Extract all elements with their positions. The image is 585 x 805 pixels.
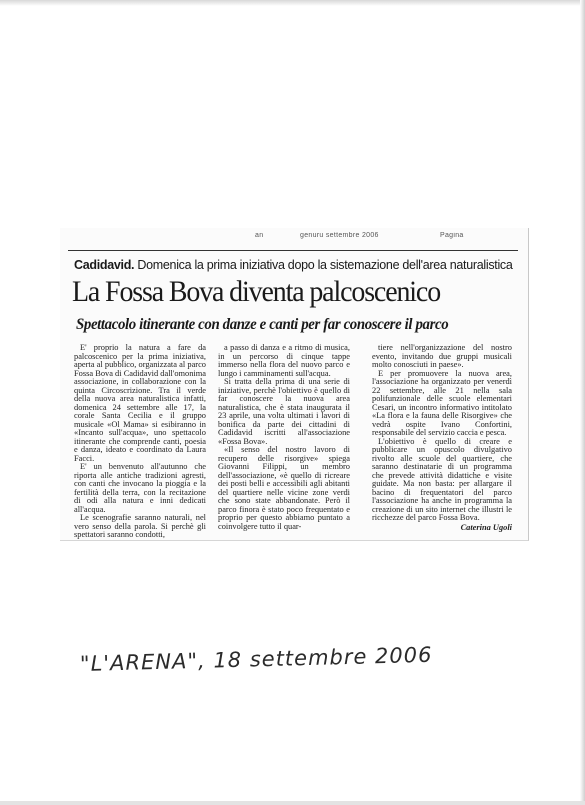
paragraph: E' proprio la natura a fare da palcoscenico per la prima iniziativa, aperta al pubblico, organizzata al parco Fossa Bova di Cadidavid dall'omonima associazione, in collaborazione con la quinta Circoscrizione. Tra il verde della nuova area naturalistica infatti, domenica 24 settembre alle 17, la corale Santa Cecilia e il gruppo musicale «Ol Mama» si esibiranno in «Incanto sull'acqua», uno spettacolo itinerante che comprende canti, poesia e danza, ideato e coordinato da Laura Facci. [74,343,206,463]
paragraph: Le scenografie saranno naturali, nel vero senso della parola. Si perchè gli spettatori saranno condotti, [74,513,206,539]
paragraph: tiere nell'organizzazione del nostro evento, invitando due gruppi musicali molto conosciuti in paese». [372,343,512,369]
article-column-3 [372,344,512,532]
scan-edge-bottom [0,801,585,805]
paragraph: L'obiettivo è quello di creare e pubblicare un opuscolo divulgativo rivolto alle scuole del quartiere, che saranno destinatarie di un programma che prevede attività didattiche e visite guidate. Ma non basta: per allargare il bacino di frequentatori del parco l'associazione ha anche in programma la creazione di un sito internet che illustri le ricchezze del parco Fossa Bova. [372,436,512,522]
paragraph: E' un benvenuto all'autunno che riporta alle antiche tradizioni agresti, con canti che invocano la pioggia e la fertilità della terra, con la recitazione di odi alla natura e inni dedicati all'acqua. [74,462,206,514]
article-kicker [74,258,513,272]
newspaper-clipping [60,228,529,541]
paragraph: Si tratta della prima di una serie di iniziative, perchè l'obiettivo è quello di far conoscere la nuova area naturalistica, che è stata inaugurata il 23 aprile, una volta ultimati i lavori di bonifica da parte dei cittadini di Cadidavid iscritti all'associazione «Fossa Bova». [218,377,350,446]
scan-edge-top [0,0,585,6]
author-signature: Caterina Ugoli [460,522,512,532]
handwritten-source-note: "L'ARENA", 18 settembre 2006 [79,642,433,676]
clipping-top-line [60,232,528,242]
top-line-fragment: an [255,232,264,239]
scan-edge-right [580,0,585,805]
article-column-2 [218,344,350,531]
paragraph: «Il senso del nostro lavoro di recupero delle risorgive» spiega Giovanni Filippi, un membro dell'associazione, «è quello di ricreare dei posti belli e accessibili agli abitanti del quartiere nelle vicine zone verdi che sono state abbandonate. Però il parco finora è stato poco frequentato e proprio per questo abbiamo puntato a coinvolgere tutto il quar- [218,445,350,531]
top-line-fragment: genuru settembre 2006 [300,232,379,239]
article-headline: La Fossa Bova diventa palcoscenico [72,275,441,308]
header-rule [68,250,518,251]
article-column-1 [74,344,206,540]
kicker-location: Cadidavid. [74,258,135,272]
paragraph: E per promuovere la nuova area, l'associazione ha organizzato per venerdì 22 settembre, alle 21 nella sala polifunzionale delle scuole elementari Cesari, un incontro informativo intitolato «La flora e la fauna delle Risorgive» che vedrà ospite Ivano Confortini, responsabile del servizio caccia e pesca. [372,368,512,437]
kicker-text: Domenica la prima iniziativa dopo la sistemazione dell'area naturalistica [137,258,513,272]
paragraph: a passo di danza e a ritmo di musica, in un percorso di cinque tappe immerso nella flora del nuovo parco e lungo i camminamenti sull'acqua. [218,343,350,378]
article-subtitle: Spettacolo itinerante con danze e canti per far conoscere il parco [76,316,449,333]
top-line-page: Pagina [440,232,464,239]
